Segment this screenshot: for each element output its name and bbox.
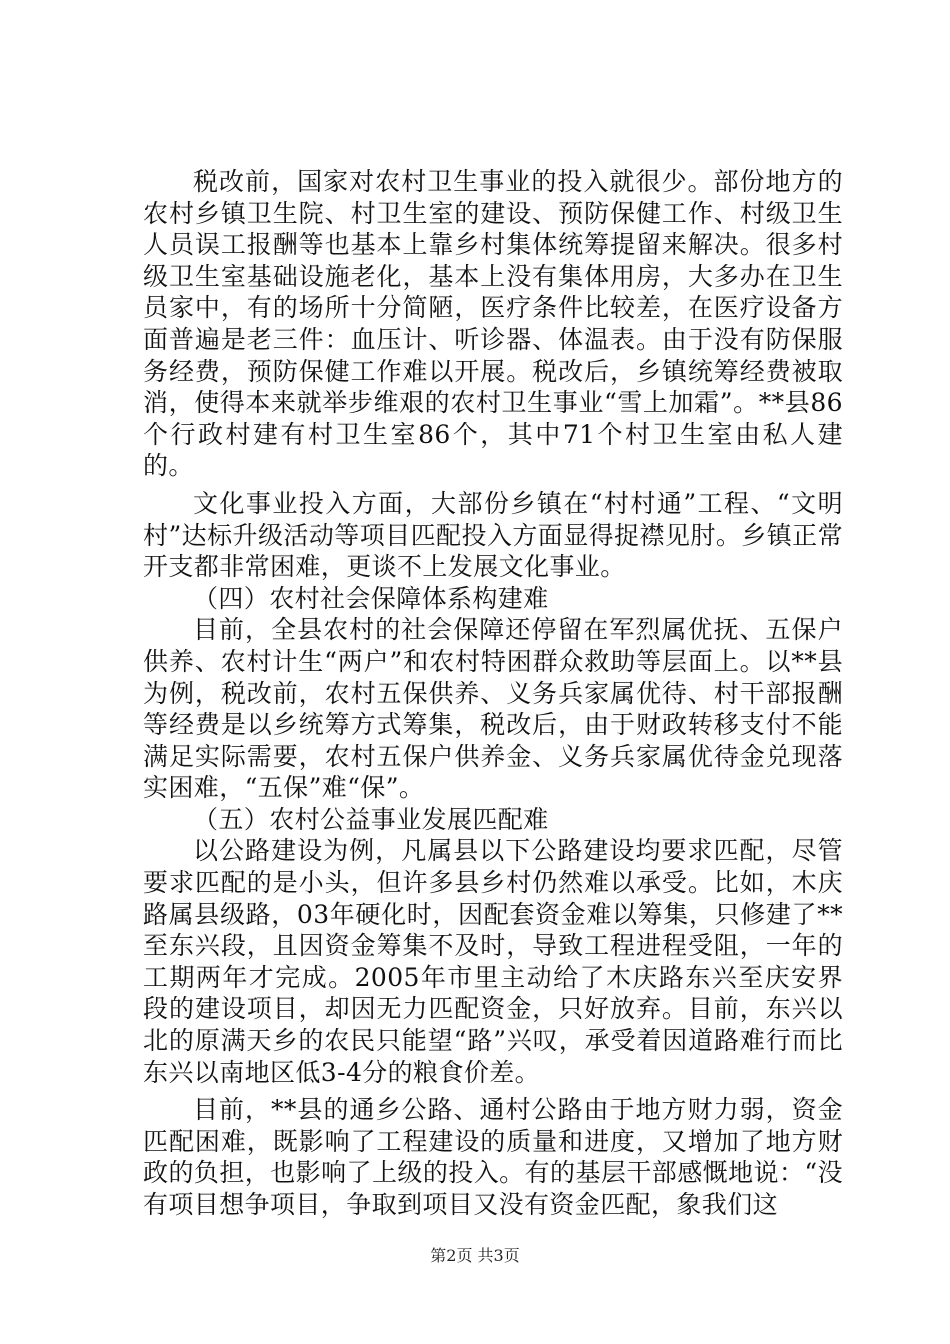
- paragraph-health: 税改前，国家对农村卫生事业的投入就很少。部份地方的农村乡镇卫生院、村卫生室的建设、预防保健工作、村级卫生人员误工报酬等也基本上靠乡村集体统筹提留来解决。很多村级卫生室基础设施老化，基本上没有集体用房，大多办在卫生员家中，有的场所十分简陋，医疗条件比较差，在医疗设备方面普遍是老三件：血压计、听诊器、体温表。由于没有防保服务经费，预防保健工作难以开展。税改后，乡镇统筹经费被取消，使得本来就举步维艰的农村卫生事业“雪上加霜”。**县86个行政村建有村卫生室86个，其中71个村卫生室由私人建的。: [143, 167, 843, 481]
- paragraph-culture: 文化事业投入方面，大部份乡镇在“村村通”工程、“文明村”达标升级活动等项目匹配投入方面显得捉襟见肘。乡镇正常开支都非常困难，更谈不上发展文化事业。: [143, 488, 843, 582]
- section-heading-social-security: （四）农村社会保障体系构建难: [193, 583, 549, 613]
- page-number-footer: 第2页 共3页: [430, 1246, 520, 1265]
- document-body: [143, 166, 843, 1221]
- paragraph-road-construction: 以公路建设为例，凡属县以下公路建设均要求匹配，尽管要求匹配的是小头，但许多县乡村仍然难以承受。比如，木庆路属县级路，03年硬化时，因配套资金难以筹集，只修建了**至东兴段，且因资金筹集不及时，导致工程进程受阻，一年的工期两年才完成。2005年市里主动给了木庆路东兴至庆安界段的建设项目，却因无力匹配资金，只好放弃。目前，东兴以北的原满天乡的农民只能望“路”兴叹，承受着因道路难行而比东兴以南地区低3-4分的粮食价差。: [143, 836, 843, 1087]
- paragraph-village-roads: 目前，**县的通乡公路、通村公路由于地方财力弱，资金匹配困难，既影响了工程建设的质量和进度，又增加了地方财政的负担，也影响了上级的投入。有的基层干部感慨地说：“没有项目想争项目，争取到项目又没有资金匹配，象我们这: [143, 1095, 843, 1219]
- section-heading-public-welfare: （五）农村公益事业发展匹配难: [193, 804, 549, 834]
- paragraph-social-security: 目前，全县农村的社会保障还停留在军烈属优抚、五保户供养、农村计生“两户”和农村特困群众救助等层面上。以**县为例，税改前，农村五保供养、义务兵家属优待、村干部报酬等经费是以乡统筹方式筹集，税改后，由于财政转移支付不能满足实际需要，农村五保户供养金、义务兵家属优待金兑现落实困难，“五保”难“保”。: [143, 615, 843, 803]
